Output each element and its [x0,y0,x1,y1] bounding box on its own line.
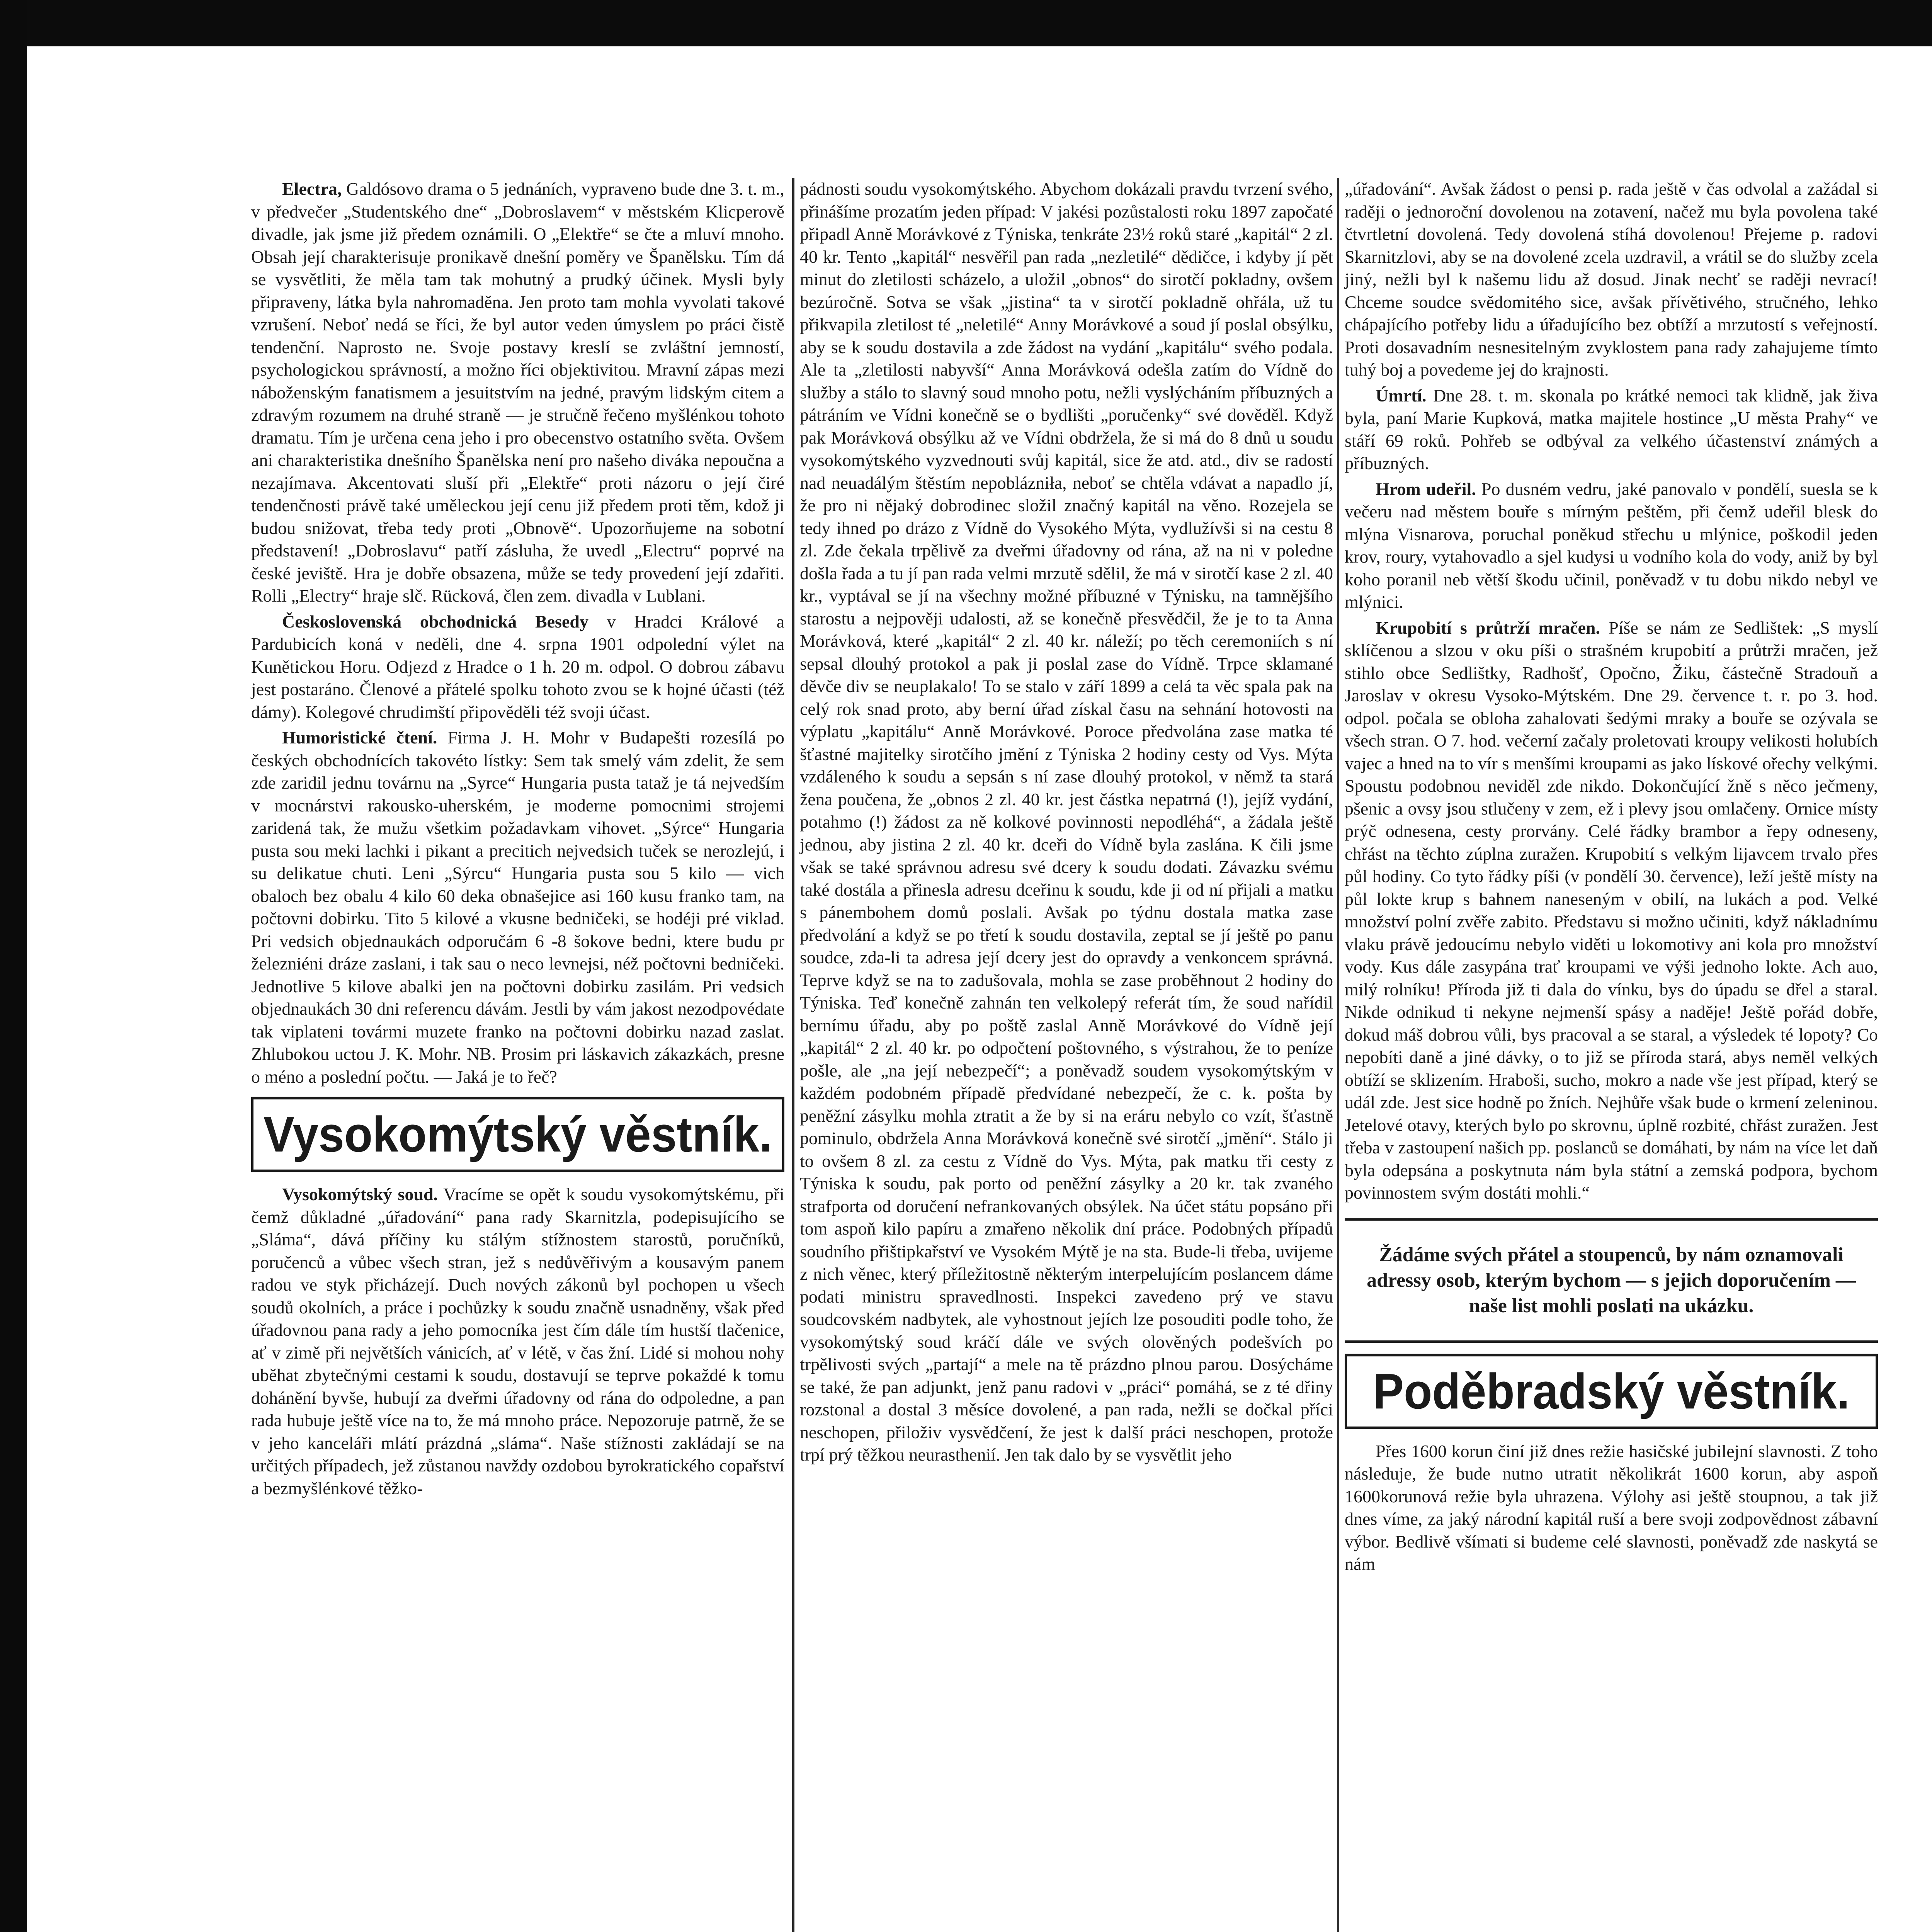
article-beseda [251,611,784,724]
article-krupobiti [1345,617,1878,1204]
article-krupobiti-heading: Krupobití s průtrží mračen. [1376,617,1600,638]
article-beseda-heading: Československá obchodnická Besedy [282,611,588,631]
article-humor-heading: Humoristické čtení. [282,728,437,747]
article-soud-continued: pádnosti soudu vysokomýtského. Abychom dokázali pravdu tvrzení svého, přinášíme prozatím jeden případ: V jakési pozůstalosti roku 1897 započaté připadl Anně Morávkové z Týniska, tenkráte 23½ roků staré „kapitál“ 2 zl. 40 kr. Tento „kapitál“ nesvěřil pan rada „nezletilé“ dědičce, i kdyby jí pět minut do zletilosti scházelo, a uložil „obnos“ do sirotčí pokladny, ovšem bezúročně. Sotva se však „jistina“ ta v sirotčí pokladně ohřála, už tu přikvapila zletilost té „neletilé“ Anny Morávkové a soud jí poslal obsýlku, aby se k soudu dostavila a zde žádost na vydání „kapitálu“ svého podala. Ale ta „zletilosti nabyvší“ Anna Morávková odešla zatím do Vídně do služby a stálo to slavný soud mnoho potu, nežli vyslýcháním příbuzných a pátráním ve Vídni konečně se o bydlišti „poručenky“ své dověděl. Když pak Morávková obsýlku až ve Vídni obdržela, že si má do 8 dnů u soudu vysokomýtského vyzvednouti svůj kapitál, sice že atd. atd., div se radostí nad neuadálým štěstím nepoblázniła, neboť se chtěla vdávat a napadlo jí, že pro ni nějaký dobrodinec složil značný kapitál na věno. Rozejela se tedy ihned po drázo z Vídně do Vysokého Mýta, vydlužívši si na cestu 8 zl. Zde čekala trpělivě za dveřmi úřadovny od rána, až na ni v poledne došla řada a tu jí pan rada velmi mrzutě sdělil, že má v sirotčí kase 2 zl. 40 kr., vyptával se jí na všechny možné příbuzné v Týnisku, na tamnějšího starostu a nejpověji udalosti, až se konečně přesvědčil, že je to ta Anna Morávková, které „kapitál“ 2 zl. 40 kr. náleží; po těch ceremoniích s ní sepsal dlouhý protokol a pak ji poslal zase do Vídně. Trpce sklamané děvče div se neuplakalo! To se stalo v září 1899 a celá ta věc spala pak na celý rok snad proto, aby berní úřad získal času na sehnání hotovosti na výplatu „kapitálu“ Anně Morávkové. Poroce předvolána zase matka té šťastné majitelky sirotčího jmění z Týniska 2 hodiny cesty od Vys. Mýta vzdáleného k soudu a sepsán s ní zase dlouhý protokol, v němž ta stará žena poučena, že „obnos 2 zl. 40 kr. jest částka nepatrná (!), jejíž vydání, potahmo (!) žádost za ně kolkové povinnosti nepodléhá“, a žádala ještě jednou, aby jistina 2 zl. 40 kr. dceři do Vídně byla zaslána. K čili jsme však se také správnou adresu své dcery k soudu dodati. Závazku svému také dostála a přinesla adresu dceřinu k soudu, kde ji od ní přijali a matku s pánembohem domů poslali. Avšak po týdnu dostala matka zase předvolání a když se po třetí k soudu dostavila, zeptal se jí ještě po panu soudce, zda-li ta adresa její dcery jest do opravdy a venkoncem správná. Teprve když se na to zadušovala, mohla se zase proběhnout 2 hodiny do Týniska. Teď konečně zahnán ten velkolepý referát tím, že soud nařídil bernímu úřadu, aby po poště zaslal Anně Morávkové do Vídně její „kapitál“ 2 zl. 40 kr. po odpočtení poštovného, s výstrahou, že to peníze pošle, ale „na její nebezpečí“; a poněvadž soudem vysokomýtským v každém podobném případě předvídané nebezpečí, že c. k. pošta by peněžní zásylku mohla ztratit a že by si na eráru nebylo co vzít, šťastně pominulo, obdržela Anna Morávková konečně své sirotčí „jmění“. Stálo ji to ovšem 8 zl. za cestu z Vídně do Vys. Mýta, pak matku tři cesty z Týniska k soudu, pak porto od peněžní zásylky a 20 kr. tak zvaného strafporta od doručení nefrankovaných obsýlek. Na účet státu popsáno při tom aspoň kilo papíru a zmařeno několik dní práce. Podobných případů soudního přištipkařství ve Vysokém Mýtě je na sta. Bude-li třeba, uvijeme z nich věnec, který příležitostně některým interpelujícím poslancem dáme podati ministru spravedlnosti. Inspekci zavedeno prý ve stavu soudcovském nadbytek, ale vyhostnout jejích lze posouditi podle toho, že vysokomýtský soud kráčí dále ve svých olověných podešvích po trpělivosti svých „partají“ a mele na tě prázdno plnou parou. Dosýcháme se také, že pan adjunkt, jenž panu radovi v „práci“ pomáhá, se z té dřiny rozstonal a dostal 3 měsíce dovolené, a pan rada, nežli se dočkal příci neschopen, přiloživ vysvědčení, že jest k další práci neschopen, protože trpí prý těžkou neurasthenií. Jen tak dalo by se vysvětlit jeho [800,179,1333,1464]
column-2 [800,178,1333,1469]
article-hrom [1345,478,1878,614]
article-umrti-heading: Úmrtí. [1376,385,1427,405]
scan-border-left [0,0,27,1932]
article-hrom-text: Po dusném vedru, jaké panovalo v pondělí, suesla se k večeru nad městem bouře s mírným peštěm, při čemž udeřil blesk do mlýna Visnarova, poruchal poněkud střechu u mlýnice, poškodil jeden krov, roury, vytahovadlo a sjel kudysi u vodního kola do vody, aniž by byl koho poranil neb větší škodu učinil, poněvadž v tu dobu nikdo nebyl ve mlýnici. [1345,479,1878,612]
article-beseda-text: v Hradci Králové a Pardubicích koná v neděli, dne 4. srpna 1901 odpolední výlet na Kunětickou Horu. Odjezd z Hradce o 1 h. 20 m. odpol. O dobrou zábavu jest postaráno. Členové a přátelé spolku tohoto zvou se k hojné účasti (též dámy). Kolegové chrudimští připověděli též svoji účast. [251,611,784,722]
article-hrom-heading: Hrom udeřil. [1376,479,1476,499]
article-soud-text: Vracíme se opět k soudu vysokomýtskému, při čemž důkladné „úřadování“ pana rady Skarnitzla, podepisujícího se „Sláma“, dává příčiny ku stálým stížnostem starostů, poručníků, poručenců a vůbec všech stran, jež s nedůvěřivým a kousavým panem radou ve styk přicházejí. Duch nových zákonů byl pochopen u všech soudů okolních, a práce i pochůzky k soudu značně usnadněny, však před úřadovnou pana rady a jeho pomocníka jest čím dále tím hustší tlačenice, ať v zimě při největších vánicích, ať v létě, v čas žní. Lidé si mohou nohy uběhat zbytečnými cestami k soudu, dostavují se teprve pokaždé k tomu dohánění byvše, hubují za dveřmi úřadovny od rána do odpoledne, a pan rada hubuje ještě více na to, že má mnoho práce. Nepozoruje patrně, že se v jeho kanceláři mlátí prázdná „sláma“. Naše stížnosti zakládají se na určitých případech, jež zůstanou navždy ozdobou byrokratického copařství a bezmyšlénkové těžko- [251,1184,784,1498]
article-soud-conclusion: „úřadování“. Avšak žádost o pensi p. rada ještě v čas odvolal a zažádal si raději o jednoroční dovolenou na zotavení, načež mu byla povolena také čtvrtletní dovolená. Tedy dovolená stíhá dovolenou! Přejeme p. radovi Skarnitzlovi, aby se na dovolené zcela uzdravil, a vrátil se do služby zcela jiný, nežli byl k našemu lidu až dosud. Jinak nechť se raději nevrací! Chceme soudce svědomitého sice, avšak přívětivého, stručného, lehko chápajícího potřeby lidu a úřadujícího bez obtíží a mrzutostí s veřejností. Proti dosavadním nesnesitelným zvyklostem pana rady zahajujeme tímto tuhý boj a povedeme jej do krajnosti. [1345,179,1878,379]
article-humor [251,726,784,1088]
article-soud [251,1183,784,1500]
article-soud-heading: Vysokomýtský soud. [282,1184,438,1204]
subscriber-notice: Žádáme svých přátel a stoupenců, by nám oznamovali adressy osob, kterým bychom — s jejich doporučením — naše list mohli poslati na ukázku. [1345,1218,1878,1343]
section-title-podebradsky: Poděbradský věstník. [1345,1354,1878,1429]
scan-border-top [0,0,1932,46]
article-podebrady: Přes 1600 korun činí již dnes režie hasičské jubilejní slavnosti. Z toho následuje, že bude nutno utratit několikrát 1600 korun, aby aspoň 1600korunová režie byla uhrazena. Výlohy asi ještě stoupnou, a tak již dnes víme, za jaký národní kapitál ruší a bere svoji zodpovědnost zábavní výbor. Bedlivě všímati si budeme celé slavnosti, poněvadž zde naskytá se nám [1345,1441,1878,1574]
article-umrti-text: Dne 28. t. m. skonala po krátké nemoci tak klidně, jak živa byla, paní Marie Kupková, matka majitele hostince „U města Prahy“ ve stáří 69 roků. Pohřeb se odbýval za velkého účastenství známých a příbuzných. [1345,385,1878,473]
article-krupobiti-text: Píše se nám ze Sedlištek: „S myslí sklíčenou a slzou v oku píši o strašném krupobití a průtrži mračen, jež stihlo obce Sedlištky, Radhošť, Opočno, Žiku, částečně Stradouň a Jaroslav v okresu Vysoko-Mýtském. Dne 29. července t. r. po 3. hod. odpol. počala se obloha zahalovati šedými mraky a bouře se ozývala se všech stran. O 7. hod. večerní začaly proletovati kroupy velikosti holubích vajec a hned na to vír s menšími kroupami as jako lískové ořechy velkými. Spoustu podobnou neviděl zde nikdo. Dokončující žně s něco ječmeny, pšenic a ovsy jsou stlučeny v zem, ež i plevy jsou omlačeny. Ornice místy prýč odnesena, cesty prorvány. Celé řádky brambor a řepy odneseny, chřást na těchto zúplna zuražen. Krupobití s velkým lijavcem trvalo přes půl hodiny. Co tyto řádky píši (v pondělí 30. července), leží ještě místy na půl lokte krup s bahnem naneseným v obilí, na lukách a pod. Velké množství polní zvěře zabito. Představu si možno učiniti, když nákladnímu vlaku právě jedoucímu nebylo viděti u lokomotivy ani kola pro množství vody. Kus dále zasypána trať kroupami ve výši jednoho lokte. Ach auo, milý rolníku! Příroda již ti dala do vínku, bys do úpadu se dřel a staral. Nikde odnikud ti nekyne nejmenší spásy a naděje! Ještě pořád dobře, dokud máš dobrou vůli, bys pracoval a se staral, a výsledek té lopoty? Co nepobíti daně a jiné dávky, o to již se příroda stará, abys neměl velkých obtíží se sklizením. Hraboši, sucho, mokro a nade vše jest případ, který se udál zde. Jest sice hodně po žních. Nejhůře však bude o krmení zeleninou. Jetelové otavy, kterých bylo po skrovnu, úplně rozbité, chřást zuražen. Jest třeba v zastoupení našich pp. poslanců se domáhati, by nám na více let daň byla odepsána a poskytnuta nám byla státní a zemská podpora, bychom povinnostem svým dostáti mohli.“ [1345,617,1878,1202]
article-umrti [1345,384,1878,475]
article-electra-text: Galdósovo drama o 5 jednáních, vypraveno bude dne 3. t. m., v předvečer „Studentského dne“ „Dobroslavem“ v městském Klicperově divadle, jak jsme již předem oznámili. O „Elektře“ se čte a mluví mnoho. Obsah její charakterisuje pronikavě dnešní poměry ve Španělsku. Tím dá se vysvětliti, že měla tam tak mohutný a prudký účinek. Mysli byly připraveny, látka byla nahromaděna. Jen proto tam mohla vyvolati takové vzrušení. Neboť nedá se říci, že byl autor veden úmyslem po práci čistě tendenční. Naprosto ne. Svoje postavy kreslí se zvláštní jemností, psychologickou správností, a možno říci objektivitou. Mravní zápas mezi náboženským fanatismem a jesuitstvím na jedné, pravým lidským citem a zdravým rozumem na druhé straně — je stručně řečeno myšlénkou tohoto dramatu. Tím je určena cena jeho i pro obecenstvo ostatního světa. Ovšem ani charakteristika dnešního Španělska není pro našeho diváka nepoučna a nezajímava. Akcentovati sluší při „Elektře“ proti názoru o její čiré tendenčnosti právě také uměleckou její cenu již předem proti těm, kdož ji budou snižovat, třeba tedy proti „Obnově“. Upozorňujeme na sobotní představení! „Dobroslavu“ patří zásluha, že uvedl „Electru“ poprvé na české jeviště. Hra je dobře obsazena, může se tedy provedení její zdařiti. Rolli „Electry“ hraje slč. Rücková, člen zem. divadla v Lublani. [251,179,784,605]
article-humor-text: Firma J. H. Mohr v Budapešti rozesílá po českých obchodnících takovéto lístky: Sem tak smelý vám zdelit, že sem zde zaridil jednu továrnu na „Syrce“ Hungaria pusta tataž je tá nejvedším v mocnárstvi rakousko-uherském, je moderne pomocnimi strojemi zaridená tak, že mužu všetkim požadavkam vihovet. „Sýrce“ Hungaria pusta sou meki lachki i pikant a precitich nejvedsich tuček se nerozlejú, i su delikatue chuti. Leni „Sýrcu“ Hungaria pusta sou 5 kilo — vich obaloch bez obalu 4 kilo 60 deka obnašejice asi 160 kusu franko tam, na počtovni dobirku. Tito 5 kilové a vkusne bedničeki, se hodéji pré viklad. Pri vedsich objednaukách odporučám 6 -8 šokove bedni, ktere budu pr železniéni dráze zaslani, i tak sau o neco levnejsi, néž počtovni bedničeki. Jednotlive 5 kilove abalki jen na počtovni dobirku zasilám. Pri vedsich objednaukách 30 dni referencu dávám. Jestli by vám jakost nezodpovédate tak viplateni tovármi muzete franko na počtovni dobirku nazad zaslat. Zhlubokou uctou J. K. Mohr. NB. Prosim pri láskavich zákazkách, presne o méno a poslední počtu. — Jaká je to řeč? [251,728,785,1087]
column-3 [1345,178,1878,1579]
article-electra [251,178,784,607]
article-electra-heading: Electra, [282,179,342,199]
column-1 [251,178,784,1503]
column-rule-2 [1337,178,1339,1932]
column-rule-1 [792,178,794,1932]
newspaper-page [251,178,1878,1932]
section-title-vysokomytsky: Vysokomýtský věstník. [251,1097,784,1172]
